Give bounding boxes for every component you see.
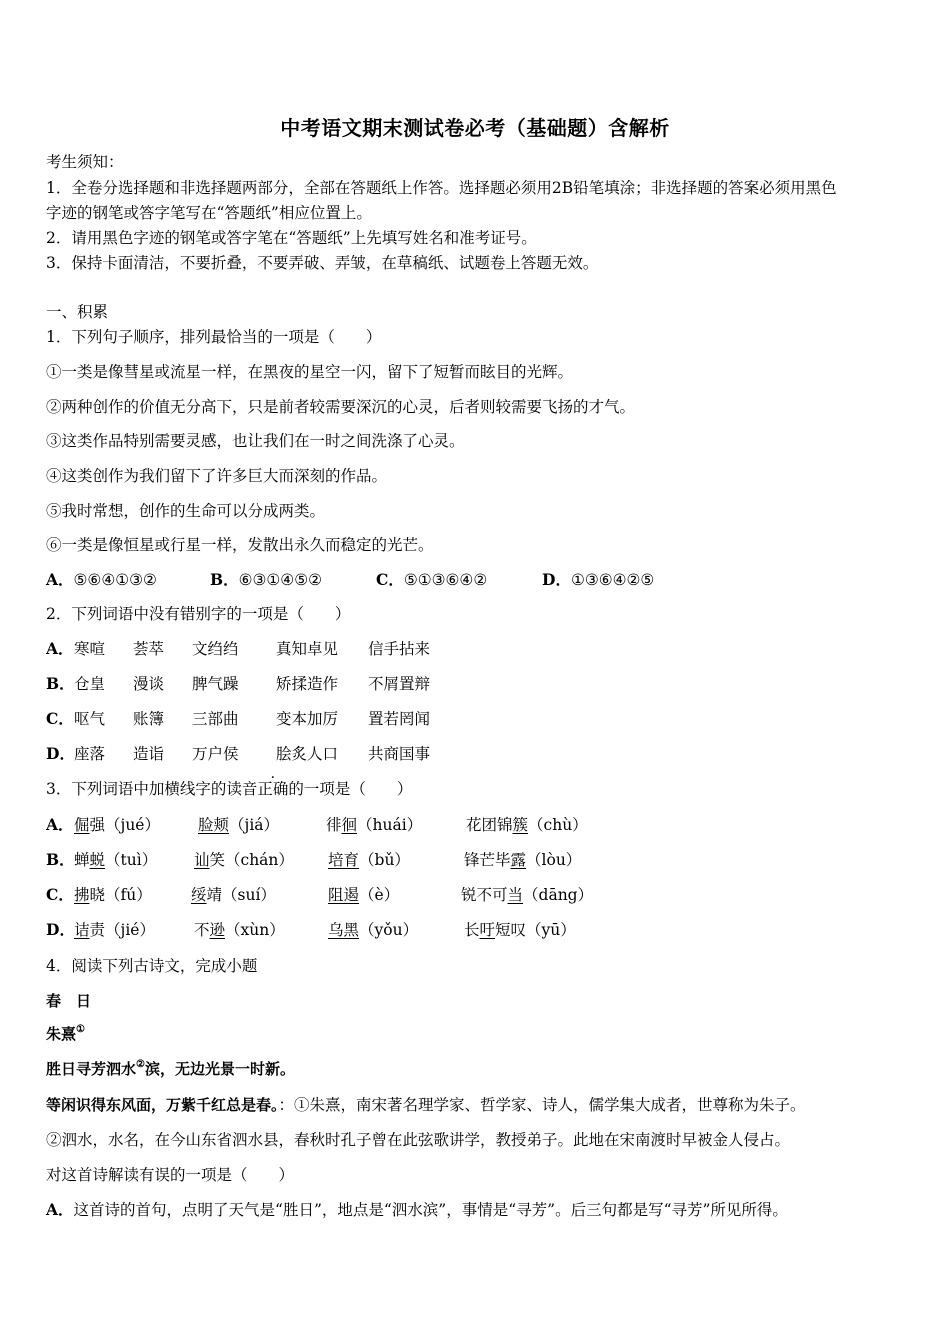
- question-2-stem: 2．下列词语中没有错别字的一项是（ ）: [46, 605, 351, 623]
- word: 变本加厉: [276, 710, 339, 728]
- option-label: A．: [46, 1200, 74, 1219]
- pinyin-item: 锐不可当（dāng）: [461, 886, 594, 904]
- pinyin-item: 讪笑（chán）: [194, 851, 294, 869]
- q1-option-c[interactable]: C．⑤①③⑥④②: [376, 570, 488, 589]
- option-label: C．: [46, 885, 74, 904]
- note-text: ②泗水，水名，在今山东省泗水县，春秋时孔子曾在此弦歌讲学，教授弟子。此地在宋南渡时早被金人侵占。: [46, 1131, 791, 1149]
- section-heading: 一、积累: [46, 303, 109, 321]
- poem-text: 滨，无边光景一时新。: [144, 1060, 295, 1078]
- q1-sentence: ②两种创作的价值无分高下，只是前者较需要深沉的心灵，后者则较需要飞扬的才气。: [46, 398, 636, 416]
- q1-option-b[interactable]: B．⑥③①④⑤②: [210, 570, 322, 589]
- poem-title: 春 日: [46, 992, 92, 1010]
- pinyin-item: 拂晓（fú）: [74, 886, 152, 904]
- option-label: C．: [46, 709, 74, 728]
- notice-item: 字迹的钢笔或答字笔写在“答题纸”相应位置上。: [46, 204, 372, 222]
- poem-text: 等闲识得东风面，万紫千红总是春。: [46, 1096, 279, 1114]
- pinyin-item: 培育（bǔ）: [328, 851, 410, 869]
- word: 座落: [74, 745, 106, 763]
- notice-item: 1．全卷分选择题和非选择题两部分，全部在答题纸上作答。选择题必须用2B铅笔填涂；非选择题的答案必须用黑色: [46, 179, 837, 197]
- question-3-stem: [46, 779, 412, 799]
- poem-text: 胜日寻芳泗水: [46, 1060, 137, 1078]
- word: 仓皇: [74, 675, 106, 693]
- word: 共商国事: [368, 745, 431, 763]
- question-4-sub-stem: 对这首诗解读有误的一项是（ ）: [46, 1166, 295, 1184]
- question-1-stem: 1．下列句子顺序，排列最恰当的一项是（ ）: [46, 328, 382, 346]
- option-text: 这首诗的首句，点明了天气是“胜日”，地点是“泗水滨”，事情是“寻芳”。后三句都是写“寻芳”所见所得。: [73, 1201, 788, 1219]
- pinyin-item: 花团锦簇（chù）: [466, 816, 588, 834]
- word: 账簿: [133, 710, 165, 728]
- q1-sentence: ③这类作品特别需要灵感，也让我们在一时之间洗涤了心灵。: [46, 432, 465, 450]
- q1-sentence: ⑤我时常想，创作的生命可以分成两类。: [46, 502, 326, 520]
- option-label: A．: [46, 815, 74, 834]
- word: 造诣: [133, 745, 165, 763]
- pinyin-item: 阻遏（è）: [328, 886, 400, 904]
- pinyin-item: 徘徊（huái）: [326, 816, 423, 834]
- word: 不屑置辩: [368, 675, 431, 693]
- word: 寒喧: [74, 640, 106, 658]
- stem-text: 的一项是（ ）: [288, 780, 413, 798]
- question-4-stem: 4．阅读下列古诗文，完成小题: [46, 957, 258, 975]
- emphasized-word: 正确: [257, 780, 289, 798]
- pinyin-item: 锋芒毕露（lòu）: [464, 851, 582, 869]
- pinyin-item: 绥靖（suí）: [191, 886, 276, 904]
- poem-line: [46, 1059, 295, 1079]
- word: 三部曲: [192, 710, 239, 728]
- word: 置若罔闻: [368, 710, 431, 728]
- word: 脍炙人口: [276, 745, 339, 763]
- author-name: 朱熹: [46, 1025, 77, 1043]
- option-label: D．: [46, 744, 75, 763]
- word: 呕气: [74, 710, 106, 728]
- pinyin-item: 长吁短叹（yū）: [464, 921, 576, 939]
- q1-sentence: ①一类是像彗星或流星一样，在黑夜的星空一闪，留下了短暂而眩目的光辉。: [46, 363, 574, 381]
- word: 万户侯: [192, 745, 239, 763]
- notice-item: 3．保持卡面清洁，不要折叠，不要弄破、弄皱，在草稿纸、试题卷上答题无效。: [46, 254, 599, 272]
- word: 信手拈来: [368, 640, 431, 658]
- option-label: D．: [46, 920, 75, 939]
- poem-author: [46, 1024, 85, 1044]
- word: 真知卓见: [276, 640, 339, 658]
- poem-line-with-note: [46, 1095, 806, 1115]
- footnote-mark: ①: [76, 1024, 85, 1035]
- page-title: 中考语文期末测试卷必考（基础题）含解析: [280, 116, 670, 140]
- pinyin-item: 不逊（xùn）: [194, 921, 285, 939]
- q1-option-a[interactable]: A．⑤⑥④①③②: [46, 570, 157, 589]
- note-text: ：①朱熹，南宋著名理学家、哲学家、诗人，儒学集大成者，世尊称为朱子。: [278, 1096, 806, 1114]
- pinyin-item: 蝉蜕（tuì）: [74, 851, 158, 869]
- word: 荟萃: [133, 640, 165, 658]
- q1-sentence: ④这类创作为我们留下了许多巨大而深刻的作品。: [46, 467, 388, 485]
- word: 文绉绉: [192, 640, 239, 658]
- notice-heading: 考生须知：: [46, 153, 124, 171]
- pinyin-item: 乌黑（yǒu）: [328, 921, 419, 939]
- word: 漫谈: [133, 675, 165, 693]
- word: 脾气躁: [192, 675, 239, 693]
- pinyin-item: 诘责（jié）: [74, 921, 155, 939]
- notice-item: 2．请用黑色字迹的钢笔或答字笔在“答题纸”上先填写姓名和准考证号。: [46, 229, 537, 247]
- q1-sentence: ⑥一类是像恒星或行星一样，发散出永久而稳定的光芒。: [46, 536, 434, 554]
- option-label: B．: [46, 850, 75, 869]
- footnote-mark: ②: [136, 1059, 145, 1070]
- q1-option-d[interactable]: D．①③⑥④②⑤: [542, 570, 655, 589]
- option-label: B．: [46, 674, 75, 693]
- stem-text: 3．下列词语中加横线字的读音: [46, 780, 258, 798]
- q4-option-a[interactable]: [46, 1200, 788, 1220]
- pinyin-item: 脸颊（jiá）: [198, 816, 280, 834]
- option-label: A．: [46, 639, 74, 658]
- pinyin-item: 倔强（jué）: [74, 816, 160, 834]
- word: 矫揉造作: [276, 675, 339, 693]
